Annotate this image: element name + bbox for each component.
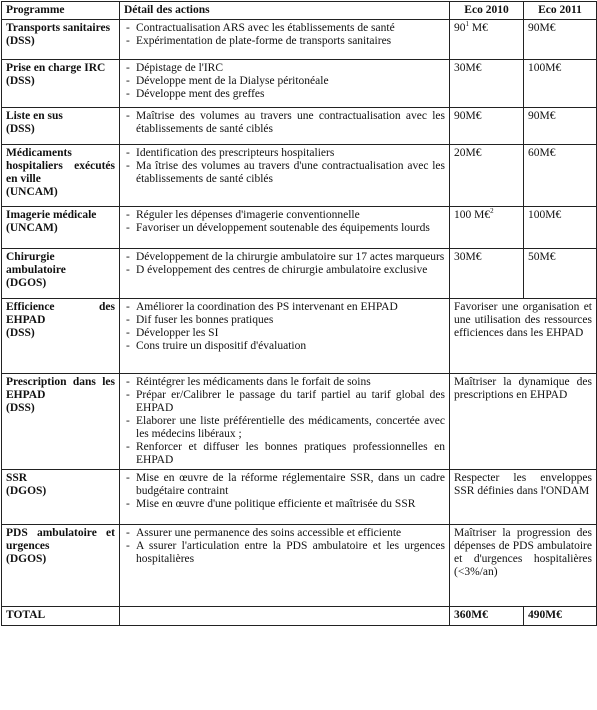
programme-name: Liste en sus	[6, 110, 63, 122]
action-item: - Renforcer et diffuser les bonnes pratiques professionnelles en EHPAD	[124, 441, 445, 467]
eco-2010-cell	[450, 207, 524, 249]
action-item: - Dif fuser les bonnes pratiques	[124, 314, 445, 327]
eco-2011-cell: 100M€	[524, 60, 597, 108]
table-row	[2, 60, 597, 108]
programme-name: SSR	[6, 472, 28, 484]
actions-list	[124, 472, 445, 511]
programme-cell	[2, 207, 120, 249]
actions-cell	[120, 470, 450, 525]
header-eco-2011: Eco 2011	[524, 2, 597, 20]
programme-organisation: (UNCAM)	[6, 186, 58, 198]
eco-2011-cell: 100M€	[524, 207, 597, 249]
actions-list	[124, 376, 445, 467]
actions-list	[124, 209, 445, 235]
action-item: - Développement de la chirurgie ambulatoire sur 17 actes marqueurs	[124, 251, 445, 264]
actions-list	[124, 251, 445, 277]
programme-cell	[2, 299, 120, 374]
action-item: - Mise en œuvre d'une politique efficiente et maîtrisée du SSR	[124, 498, 445, 511]
programme-organisation: (DGOS)	[6, 485, 47, 497]
action-item: - D éveloppement des centres de chirurgie ambulatoire exclusive	[124, 264, 445, 277]
programme-cell	[2, 145, 120, 207]
objective-cell: Respecter les enveloppes SSR définies dans l'ONDAM	[450, 470, 597, 525]
action-item: - Assurer une permanence des soins accessible et efficiente	[124, 527, 445, 540]
programme-organisation: (DSS)	[6, 327, 35, 339]
programme-name: PDS ambulatoire et urgences	[6, 527, 115, 552]
programme-cell	[2, 374, 120, 470]
actions-cell	[120, 207, 450, 249]
programme-organisation: (DSS)	[6, 123, 35, 135]
eco-2010-cell	[450, 20, 524, 60]
header-programme: Programme	[2, 2, 120, 20]
action-item: - Développe ment des greffes	[124, 88, 445, 101]
programme-cell	[2, 525, 120, 607]
eco-2011-cell: 50M€	[524, 249, 597, 299]
action-item: - Mise en œuvre de la réforme réglementaire SSR, dans un cadre budgétaire contraint	[124, 472, 445, 498]
action-item: - Prépar er/Calibrer le passage du tarif partiel au tarif global des EHPAD	[124, 389, 445, 415]
header-eco-2010: Eco 2010	[450, 2, 524, 20]
actions-table	[1, 1, 597, 626]
action-item: - Cons truire un dispositif d'évaluation	[124, 340, 445, 353]
action-item: - Maîtrise des volumes au travers une contractualisation avec les établissements de santé ciblés	[124, 110, 445, 136]
eco-2010-value: 30M€	[454, 62, 482, 74]
table-row	[2, 20, 597, 60]
eco-2010-value: 100 M€	[454, 209, 491, 221]
eco-2010-value: 90	[454, 22, 466, 34]
action-item: - Identification des prescripteurs hospitaliers	[124, 147, 445, 160]
table-row	[2, 145, 597, 207]
actions-list	[124, 301, 445, 353]
action-item: - Développe ment de la Dialyse péritonéale	[124, 75, 445, 88]
programme-name: Efficience des EHPAD	[6, 301, 115, 326]
actions-cell	[120, 145, 450, 207]
actions-list	[124, 147, 445, 186]
actions-list	[124, 22, 445, 48]
eco-2010-cell	[450, 145, 524, 207]
table-row	[2, 525, 597, 607]
programme-organisation: (UNCAM)	[6, 222, 58, 234]
actions-cell	[120, 374, 450, 470]
actions-cell	[120, 108, 450, 145]
actions-list	[124, 62, 445, 101]
actions-cell	[120, 249, 450, 299]
programme-cell	[2, 108, 120, 145]
eco-2011-cell: 90M€	[524, 20, 597, 60]
total-eco-2010: 360M€	[450, 607, 524, 626]
action-item: - Expérimentation de plate-forme de transports sanitaires	[124, 35, 445, 48]
total-label: TOTAL	[2, 607, 120, 626]
action-item: - Réguler les dépenses d'imagerie conventionnelle	[124, 209, 445, 222]
programme-name: Transports sanitaires	[6, 22, 111, 34]
programme-organisation: (DSS)	[6, 35, 35, 47]
eco-2010-value: 90M€	[454, 110, 482, 122]
table-body	[2, 20, 597, 607]
programme-name: Imagerie médicale	[6, 209, 97, 221]
action-item: - Développer les SI	[124, 327, 445, 340]
programme-cell	[2, 470, 120, 525]
actions-list	[124, 110, 445, 136]
action-item: - Contractualisation ARS avec les établissements de santé	[124, 22, 445, 35]
table-row	[2, 470, 597, 525]
action-item: - Améliorer la coordination des PS intervenant en EHPAD	[124, 301, 445, 314]
programme-organisation: (DGOS)	[6, 553, 47, 565]
objective-cell: Maîtriser la progression des dépenses de PDS ambulatoire et d'urgences hospitalières (<3%/an)	[450, 525, 597, 607]
eco-2010-value: 20M€	[454, 147, 482, 159]
eco-2010-cell	[450, 249, 524, 299]
actions-cell	[120, 299, 450, 374]
footnote-marker: 1	[465, 20, 469, 29]
eco-2011-cell: 90M€	[524, 108, 597, 145]
objective-cell: Favoriser une organisation et une utilisation des ressources efficiences dans les EHPAD	[450, 299, 597, 374]
objective-cell: Maîtriser la dynamique des prescriptions en EHPAD	[450, 374, 597, 470]
programme-name: Prise en charge IRC	[6, 62, 106, 74]
actions-list	[124, 527, 445, 566]
programme-organisation: (DSS)	[6, 75, 35, 87]
programme-organisation: (DSS)	[6, 402, 35, 414]
table-row	[2, 108, 597, 145]
total-row	[2, 607, 597, 626]
header-row	[2, 2, 597, 20]
table-row	[2, 207, 597, 249]
programme-name: Prescription dans les EHPAD	[6, 376, 115, 401]
table-row	[2, 374, 597, 470]
eco-2010-unit: M€	[469, 22, 488, 34]
footnote-marker: 2	[490, 207, 494, 216]
eco-2010-cell	[450, 108, 524, 145]
action-item: - Favoriser un développement soutenable des équipements lourds	[124, 222, 445, 235]
action-item: - Elaborer une liste préférentielle des médicaments, concertée avec les médecins libéraux ;	[124, 415, 445, 441]
table-row	[2, 299, 597, 374]
programme-name: Chirurgie ambulatoire	[6, 251, 66, 276]
action-item: - Ma îtrise des volumes au travers d'une contractualisation avec les établissements de santé ciblés	[124, 160, 445, 186]
programme-name: Médicaments hospitaliers exécutés en ville	[6, 147, 115, 185]
programme-cell	[2, 249, 120, 299]
header-details: Détail des actions	[120, 2, 450, 20]
table-row	[2, 249, 597, 299]
programme-cell	[2, 60, 120, 108]
eco-2010-cell	[450, 60, 524, 108]
total-eco-2011: 490M€	[524, 607, 597, 626]
action-item: - Dépistage de l'IRC	[124, 62, 445, 75]
actions-cell	[120, 60, 450, 108]
actions-cell	[120, 20, 450, 60]
programme-organisation: (DGOS)	[6, 277, 47, 289]
actions-cell	[120, 525, 450, 607]
action-item: - Réintégrer les médicaments dans le forfait de soins	[124, 376, 445, 389]
eco-2010-value: 30M€	[454, 251, 482, 263]
eco-2011-cell: 60M€	[524, 145, 597, 207]
action-item: - A ssurer l'articulation entre la PDS ambulatoire et les urgences hospitalières	[124, 540, 445, 566]
total-empty-cell	[120, 607, 450, 626]
programme-cell	[2, 20, 120, 60]
